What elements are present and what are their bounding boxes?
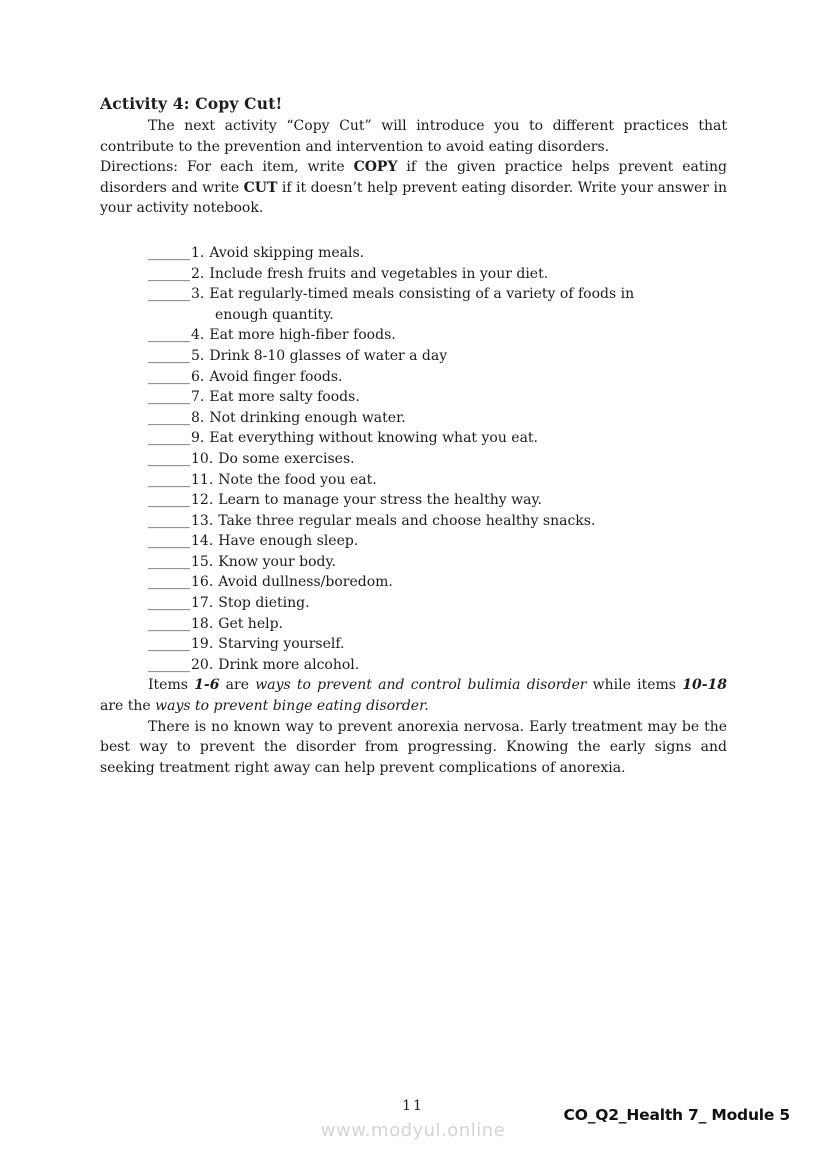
item-number: 15. (191, 553, 214, 570)
answer-blank: ______ (148, 595, 190, 612)
item-number: 11. (191, 471, 214, 488)
item-text: Learn to manage your stress the healthy way. (218, 492, 542, 509)
cut-keyword: CUT (243, 179, 278, 196)
item-text: Include fresh fruits and vegetables in your diet. (209, 265, 549, 282)
item-number: 18. (191, 615, 214, 632)
list-item (148, 367, 727, 388)
answer-blank: ______ (148, 553, 190, 570)
list-item (148, 655, 727, 676)
page-content (100, 0, 727, 778)
list-item (148, 470, 727, 491)
note-text: are the (100, 698, 156, 715)
answer-blank: ______ (148, 492, 190, 509)
item-number: 3. (191, 286, 205, 303)
note-text: Items (148, 677, 195, 694)
item-text: Avoid skipping meals. (209, 244, 365, 261)
item-number: 5. (191, 347, 205, 364)
directions-text: if the given practice helps prevent eating disorders and write (100, 159, 727, 196)
note-paragraph (100, 675, 727, 716)
copy-keyword: COPY (353, 159, 398, 176)
item-number: 8. (191, 409, 205, 426)
answer-blank: ______ (148, 409, 190, 426)
item-text: Eat more salty foods. (209, 389, 360, 406)
item-text: Note the food you eat. (218, 471, 377, 488)
answer-blank: ______ (148, 615, 190, 632)
answer-blank: ______ (148, 347, 190, 364)
list-item (148, 325, 727, 346)
list-item (148, 614, 727, 635)
note-italic-1: ways to prevent and control bulimia disorder (255, 677, 587, 694)
item-number: 19. (191, 636, 214, 653)
quiz-list (148, 243, 727, 675)
list-item (148, 490, 727, 511)
item-text: Starving yourself. (218, 636, 345, 653)
footer-page-number: 11 (402, 1098, 424, 1114)
note-range-1: 1-6 (194, 677, 220, 694)
note-text: while items (586, 677, 683, 694)
item-text: Take three regular meals and choose healthy snacks. (218, 512, 596, 529)
answer-blank: ______ (148, 389, 190, 406)
item-text: Not drinking enough water. (209, 409, 406, 426)
module-code: CO_Q2_Health 7_ Module 5 (563, 1106, 790, 1124)
list-item (148, 408, 727, 429)
item-text: Avoid dullness/boredom. (218, 574, 393, 591)
answer-blank: ______ (148, 471, 190, 488)
item-number: 13. (191, 512, 214, 529)
answer-blank: ______ (148, 656, 190, 673)
item-number: 7. (191, 389, 205, 406)
item-text: Drink 8-10 glasses of water a day (209, 347, 448, 364)
directions-text: Directions: For each item, write (100, 159, 354, 176)
list-item-continuation (148, 305, 727, 326)
list-item (148, 593, 727, 614)
item-text: Avoid finger foods. (209, 368, 343, 385)
item-number: 17. (191, 595, 214, 612)
list-item (148, 387, 727, 408)
answer-blank: ______ (148, 265, 190, 282)
note-text: are (219, 677, 256, 694)
list-item (148, 264, 727, 285)
answer-blank: ______ (148, 533, 190, 550)
answer-blank: ______ (148, 327, 190, 344)
item-number: 9. (191, 430, 205, 447)
item-text: enough quantity. (215, 306, 334, 323)
answer-blank: ______ (148, 636, 190, 653)
item-text: Do some exercises. (218, 450, 355, 467)
item-number: 14. (191, 533, 214, 550)
item-number: 1. (191, 244, 205, 261)
item-text: Have enough sleep. (218, 533, 359, 550)
answer-blank: ______ (148, 286, 190, 303)
item-number: 2. (191, 265, 205, 282)
item-text: Eat more high-fiber foods. (209, 327, 396, 344)
list-item (148, 346, 727, 367)
answer-blank: ______ (148, 430, 190, 447)
list-item (148, 428, 727, 449)
item-number: 6. (191, 368, 205, 385)
list-item (148, 284, 727, 305)
answer-blank: ______ (148, 450, 190, 467)
item-number: 4. (191, 327, 205, 344)
item-number: 20. (191, 656, 214, 673)
answer-blank: ______ (148, 244, 190, 261)
list-item (148, 243, 727, 264)
anorexia-paragraph: There is no known way to prevent anorexia nervosa. Early treatment may be the best way to prevent the disorder from progressing. Knowing the early signs and seeking treatment right away can help prevent complications of anorexia. (100, 718, 727, 776)
list-item (148, 634, 727, 655)
directions-paragraph (100, 157, 727, 219)
item-number: 16. (191, 574, 214, 591)
list-item (148, 572, 727, 593)
watermark-text: www.modyul.online (320, 1120, 506, 1141)
directions-text: if it doesn’t help prevent eating disorder. Write your answer in your activity notebook. (100, 179, 727, 217)
intro-paragraph: The next activity “Copy Cut” will introduce you to different practices that contribute to the prevention and intervention to avoid eating disorders. (100, 118, 727, 155)
answer-blank: ______ (148, 512, 190, 529)
activity-title: Activity 4: Copy Cut! (100, 94, 283, 113)
item-text: Drink more alcohol. (218, 656, 360, 673)
item-text: Get help. (218, 615, 284, 632)
list-item (148, 552, 727, 573)
item-number: 10. (191, 450, 214, 467)
list-item (148, 511, 727, 532)
answer-blank: ______ (148, 368, 190, 385)
item-text: Know your body. (218, 553, 336, 570)
note-range-2: 10-18 (682, 677, 727, 694)
item-number: 12. (191, 492, 214, 509)
item-text: Eat regularly-timed meals consisting of a variety of foods in (209, 286, 635, 303)
item-text: Stop dieting. (218, 595, 310, 612)
list-item (148, 531, 727, 552)
item-text: Eat everything without knowing what you eat. (209, 430, 539, 447)
list-item (148, 449, 727, 470)
note-italic-2: ways to prevent binge eating disorder. (155, 698, 429, 715)
answer-blank: ______ (148, 574, 190, 591)
